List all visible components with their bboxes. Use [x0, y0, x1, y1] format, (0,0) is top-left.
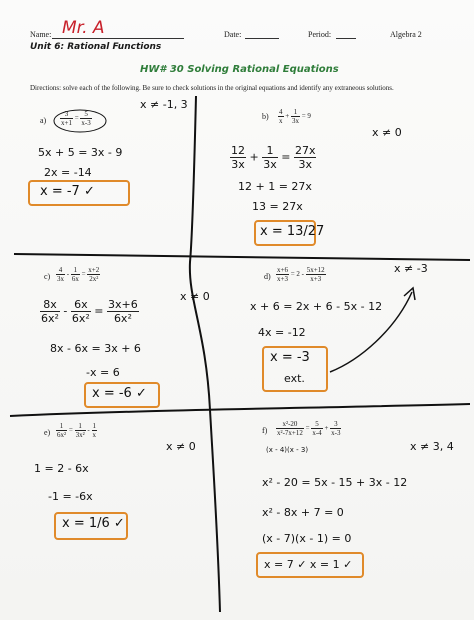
- problem-c-step-2: -x = 6: [86, 366, 120, 379]
- problem-e-restriction: x ≠ 0: [166, 440, 196, 453]
- problem-c-restriction: x ≠ 0: [180, 290, 210, 303]
- problem-f-factored: (x - 4)(x - 3): [266, 446, 309, 454]
- problem-f-step-1: x² - 20 = 5x - 15 + 3x - 12: [262, 476, 408, 489]
- student-name: Mr. A: [62, 18, 105, 38]
- problem-a-label: a): [40, 116, 47, 125]
- date-label: Date:: [224, 30, 242, 39]
- date-underline: [245, 38, 279, 39]
- directions: Directions: solve each of the following. Be sure to check solutions in the original equations and identify any extraneous solutions.: [30, 84, 394, 92]
- problem-a-step-1: 5x + 5 = 3x - 9: [38, 146, 123, 159]
- problem-d-answer: x = -3: [270, 350, 310, 365]
- name-underline: [52, 38, 184, 39]
- problem-b-answer: x = 13/27: [260, 224, 325, 239]
- problem-f-answer: x = 7 ✓ x = 1 ✓: [264, 558, 353, 571]
- problem-f-equation: $\frac{\text{x²-20}}{\text{x²-7x+12}}$ = $\frac{5}{x-4}$ + $\frac{3}{x-3}$: [277, 420, 341, 437]
- worksheet-title: HW# 30 Solving Rational Equations: [140, 64, 339, 75]
- problem-d-restriction: x ≠ -3: [394, 262, 428, 275]
- problem-e-step-2: -1 = -6x: [48, 490, 93, 503]
- problem-c-frac-step: $\frac{8x}{\text{6x²}}$ - $\frac{6x}{\text{6x²}}$ = $\frac{3x+6}{\text{6x²}}$: [41, 298, 138, 325]
- problem-b-restriction: x ≠ 0: [372, 126, 402, 139]
- problem-c-step-1: 8x - 6x = 3x + 6: [50, 342, 141, 355]
- problem-f-step-2: x² - 8x + 7 = 0: [262, 506, 344, 519]
- problem-a-step-2: 2x = -14: [44, 166, 92, 179]
- problem-c-answer: x = -6 ✓: [92, 386, 147, 401]
- problem-d-extraneous-note: ext.: [284, 372, 305, 385]
- problem-e-equation: $\frac{1}{\text{6x²}}$ = $\frac{1}{\text{3x²}}$ - $\frac{1}{x}$: [57, 422, 97, 439]
- problem-b-step-1: 12 + 1 = 27x: [238, 180, 312, 193]
- period-underline: [336, 38, 356, 39]
- problem-a-restriction: x ≠ -1, 3: [140, 98, 188, 111]
- problem-f-restriction: x ≠ 3, 4: [410, 440, 454, 453]
- course-label: Algebra 2: [390, 30, 422, 39]
- problem-d-label: d): [264, 272, 271, 281]
- problem-f-step-3: (x - 7)(x - 1) = 0: [262, 532, 352, 545]
- unit-title: Unit 6: Rational Functions: [30, 42, 162, 52]
- problem-a-answer: x = -7 ✓: [40, 184, 95, 199]
- problem-d-step-2: 4x = -12: [258, 326, 306, 339]
- problem-b-frac-step: $\frac{12}{3x}$ + $\frac{1}{3x}$ = $\frac{27x}{3x}$: [231, 144, 316, 171]
- problem-e-answer: x = 1/6 ✓: [62, 516, 125, 531]
- period-label: Period:: [308, 30, 332, 39]
- problem-c-label: c): [44, 272, 51, 281]
- problem-d-equation: $\frac{x+6}{x+3}$ = 2 - $\frac{5x+12}{x+3}$: [277, 266, 325, 283]
- problem-b-step-2: 13 = 27x: [252, 200, 303, 213]
- problem-d-step-1: x + 6 = 2x + 6 - 5x - 12: [250, 300, 383, 313]
- problem-f-label: f): [262, 426, 268, 435]
- problem-b-equation: $\frac{4}{x}$ + $\frac{1}{3x}$ = 9: [279, 108, 311, 125]
- problem-c-equation: $\frac{4}{3x}$ - $\frac{1}{6x}$ = $\frac{x+2}{\text{2x²}}$: [57, 266, 100, 283]
- problem-e-step-1: 1 = 2 - 6x: [34, 462, 89, 475]
- problem-b-label: b): [262, 112, 269, 121]
- name-label: Name:: [30, 30, 52, 39]
- problem-a-equation: $\frac{3}{x+1}$ = $\frac{5}{x-3}$: [61, 110, 91, 127]
- problem-e-label: e): [44, 428, 51, 437]
